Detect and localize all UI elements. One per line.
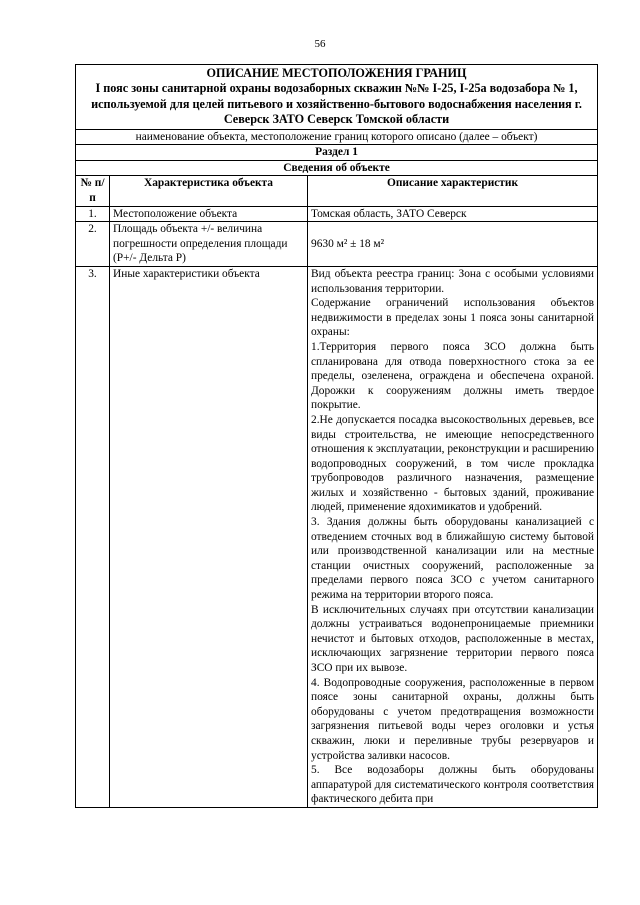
section-subtitle: Сведения об объекте (76, 160, 598, 176)
header-caption-row (76, 129, 598, 145)
document-table (75, 64, 598, 808)
section-title-row (76, 145, 598, 161)
section-title: Раздел 1 (76, 145, 598, 161)
row-characteristic: Иные характеристики объекта (110, 266, 308, 807)
row-description (308, 266, 598, 807)
description-paragraph: 4. Водопроводные сооружения, расположенные в первом поясе зоны санитарной охраны, должны быть оборудованы с учетом предотвращения возможности загрязнения питьевой воды через оголовки и устья скважин, люки и переливные трубы резервуаров и устройства заливки насосов. (311, 676, 595, 762)
column-header-num: № п/п (76, 176, 110, 206)
object-name: I пояс зоны санитарной охраны водозаборных скважин №№ I-25, I-25а водозабора № 1, используемой для целей питьевого и хозяйственно-бытового водоснабжения населения г. Северск ЗАТО Северск Томской области (91, 81, 582, 127)
header-caption: наименование объекта, местоположение границ которого описано (далее – объект) (76, 129, 598, 145)
description-paragraph: Вид объекта реестра границ: Зона с особыми условиями использования территории. (311, 267, 595, 295)
row-description: Томская область, ЗАТО Северск (308, 206, 598, 222)
header-title-cell (76, 65, 598, 130)
description-paragraph: Содержание ограничений использования объектов недвижимости в пределах зоны 1 пояса зоны санитарной охраны: (311, 297, 595, 339)
row-number: 3. (76, 266, 110, 807)
page-number: 56 (314, 38, 326, 50)
table-row (76, 222, 598, 267)
row-number: 1. (76, 206, 110, 222)
description-paragraph: 1.Территория первого пояса ЗСО должна быть спланирована для отвода поверхностного стока за ее пределы, озеленена, ограждена и обеспечена охраной. Дорожки к сооружениям должны иметь твердое покрытие. (311, 340, 595, 412)
row-characteristic: Площадь объекта +/- величина погрешности определения площади (Р+/- Дельта Р) (110, 222, 308, 267)
section-subtitle-row (76, 160, 598, 176)
table-row (76, 266, 598, 807)
column-header-row (76, 176, 598, 206)
row-characteristic: Местоположение объекта (110, 206, 308, 222)
description-paragraph: 5. Все водозаборы должны быть оборудованы аппаратурой для систематического контроля соответствия фактического дебита при (311, 764, 595, 806)
table-row (76, 206, 598, 222)
description-paragraph: В исключительных случаях при отсутствии канализации должны устраиваться водонепроницаемые приемники нечистот и бытовых отходов, расположенные в местах, исключающих загрязнение территории первого пояса ЗСО при их вывозе. (311, 603, 595, 674)
description-paragraph: 3. Здания должны быть оборудованы канализацией с отведением сточных вод в ближайшую систему бытовой или производственной канализации или на местные станции очистных сооружений, расположенные за пределами первого пояса ЗСО с учетом санитарного режима на территории второго пояса. (311, 516, 595, 602)
row-number: 2. (76, 222, 110, 267)
description-paragraph: 2.Не допускается посадка высокоствольных деревьев, все виды строительства, не имеющие непосредственного отношения к эксплуатации, реконструкции и расширению водопроводных сооружений, в том числе прокладка трубопроводов различного назначения, размещение жилых и хозяйственно - бытовых зданий, проживание людей, применение ядохимикатов и удобрений. (311, 413, 595, 514)
column-header-characteristic: Характеристика объекта (110, 176, 308, 206)
column-header-description: Описание характеристик (308, 176, 598, 206)
header-title-row (76, 65, 598, 130)
document-title: ОПИСАНИЕ МЕСТОПОЛОЖЕНИЯ ГРАНИЦ (206, 66, 467, 80)
row-description: 9630 м² ± 18 м² (308, 222, 598, 267)
